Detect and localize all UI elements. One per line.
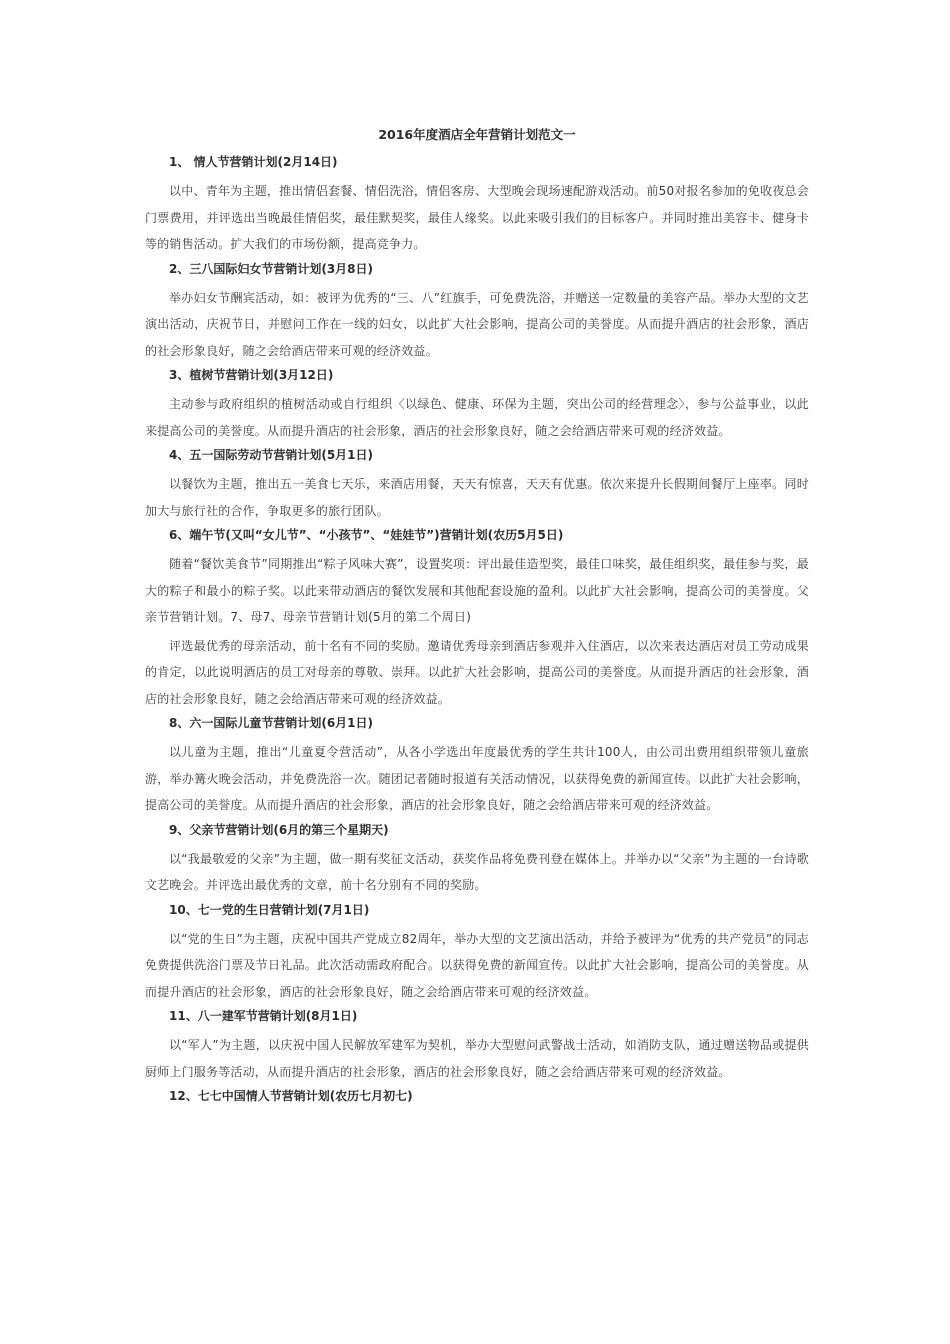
section-heading-army-day: 11、八一建军节营销计划(8月1日) [169,1009,358,1023]
section-heading-labor-day: 4、五一国际劳动节营销计划(5月1日) [169,448,374,462]
section-heading-valentines: 1、 情人节营销计划(2月14日) [169,155,338,169]
section-heading-womens-day: 2、三八国际妇女节营销计划(3月8日) [169,261,374,276]
section-heading-childrens-day: 8、六一国际儿童节营销计划(6月1日) [169,716,374,730]
document-page [145,126,809,1112]
section-body-valentines: 以中、青年为主题，推出情侣套餐、情侣洗浴，情侣客房、大型晚会现场速配游戏活动。前50对报名参加的免收夜总会门票费用，并评选出当晚最佳情侣奖，最佳默契奖，最佳人缘奖。以此来吸引我们的目标客户。并同时推出美容卡、健身卡等的销售活动。扩大我们的市场份额，提高竞争力。 [145,184,809,251]
section-body-childrens-day: 以儿童为主题，推出“儿童夏令营活动”，从各小学选出年度最优秀的学生共计100人，由公司出费用组织带领儿童旅游，举办篝火晚会活动，并免费洗浴一次。随团记者随时报道有关活动情况，以获得免费的新闻宣传。以此扩大社会影响，提高公司的美誉度。从而提升酒店的社会形象，酒店的社会形象良好，随之会给酒店带来可观的经济效益。 [145,745,809,812]
section-heading-party-birthday: 10、七一党的生日营销计划(7月1日) [169,902,370,917]
section-body-fathers-day: 以“我最敬爱的父亲”为主题，做一期有奖征文活动，获奖作品将免费刊登在媒体上。并举办以“父亲”为主题的一台诗歌文艺晚会。并评选出最优秀的文章，前十名分别有不同的奖励。 [145,851,809,892]
section-heading-qixi: 12、七七中国情人节营销计划(农历七月初七) [169,1089,413,1103]
section-body-womens-day: 举办妇女节酬宾活动，如：被评为优秀的“三、八”红旗手，可免费洗浴，并赠送一定数量的美容产品。举办大型的文艺演出活动，庆祝节日，并慰问工作在一线的妇女，以此扩大社会影响，提高公司的美誉度。从而提升酒店的社会形象，酒店的社会形象良好，随之会给酒店带来可观的经济效益。 [145,290,809,358]
document-title: 2016年度酒店全年营销计划范文一 [378,127,576,142]
section-body-arbor-day: 主动参与政府组织的植树活动或自行组织〈以绿色、健康、环保为主题，突出公司的经营理念〉，参与公益事业，以此来提高公司的美誉度。从而提升酒店的社会形象，酒店的社会形象良好，随之会给酒店带来可观的经济效益。 [145,397,809,438]
section-heading-arbor-day: 3、植树节营销计划(3月12日) [169,368,334,382]
section-heading-fathers-day: 9、父亲节营销计划(6月的第三个星期天) [169,822,389,837]
section-body-mothers-day: 评选最优秀的母亲活动，前十名有不同的奖励。邀请优秀母亲到酒店参观并入住酒店，以次来表达酒店对员工劳动成果的肯定，以此说明酒店的员工对母亲的尊敬、崇拜。以此扩大社会影响，提高公司的美誉度。从而提升酒店的社会形象，酒店的社会形象良好，随之会给酒店带来可观的经济效益。 [145,638,809,706]
section-heading-dragon-boat: 6、端午节(又叫“女儿节”、“小孩节”、“娃娃节”)营销计划(农历5月5日) [169,528,564,542]
section-body-army-day: 以“军人”为主题，以庆祝中国人民解放军建军为契机，举办大型慰问武警战士活动，如消防支队，通过赠送物品或提供厨师上门服务等活动，从而提升酒店的社会形象，酒店的社会形象良好，随之会给酒店带来可观的经济效益。 [145,1038,809,1079]
section-body-party-birthday: 以“党的生日”为主题，庆祝中国共产党成立82周年，举办大型的文艺演出活动，并给予被评为“优秀的共产党员”的同志免费提供洗浴门票及节日礼品。此次活动需政府配合。以获得免费的新闻宣传。以此扩大社会影响，提高公司的美誉度。从而提升酒店的社会形象，酒店的社会形象良好，随之会给酒店带来可观的经济效益。 [145,931,809,999]
section-body-labor-day: 以餐饮为主题，推出五一美食七天乐，来酒店用餐，天天有惊喜，天天有优惠。依次来提升长假期间餐厅上座率。同时加大与旅行社的合作，争取更多的旅行团队。 [145,477,809,518]
section-body-dragon-boat: 随着“餐饮美食节”同期推出“粽子风味大赛”，设置奖项：评出最佳造型奖，最佳口味奖，最佳组织奖，最佳参与奖，最大的粽子和最小的粽子奖。以此来带动酒店的餐饮发展和其他配套设施的盈利。以此扩大社会影响，提高公司的美誉度。父亲节营销计划。7、母7、母亲节营销计划(5月的第二个周日) [145,557,809,624]
